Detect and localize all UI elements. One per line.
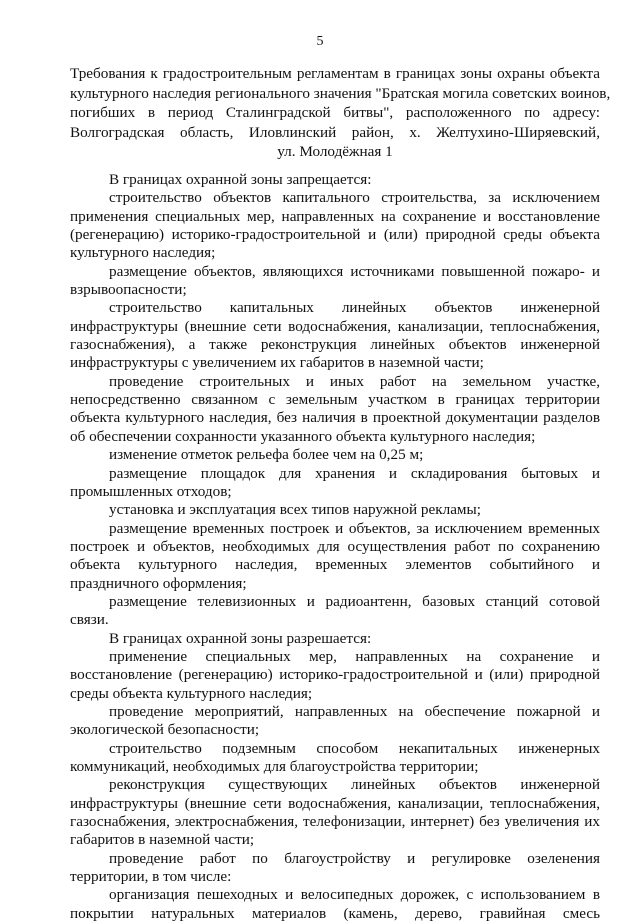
title-line: Волгоградская область, Иловлинский район, х. Желтухино-Ширяевский, <box>70 123 600 141</box>
paragraph: установка и эксплуатация всех типов наружной рекламы; <box>109 501 481 519</box>
title-line: ул. Молодёжная 1 <box>277 143 393 161</box>
page-number: 5 <box>316 34 324 49</box>
paragraph: размещение временных построек и объектов, за исключением временных построек и объектов, необходимых для осуществления работ по сохранению объекта культурного наследия, временных элементов событийного и праздничного оформления; <box>70 519 600 592</box>
title-line: погибших в период Сталинградской битвы", расположенного по адресу: <box>70 104 600 122</box>
paragraph: изменение отметок рельефа более чем на 0,25 м; <box>109 446 424 464</box>
paragraph: проведение мероприятий, направленных на обеспечение пожарной и экологической безопасности; <box>70 702 600 739</box>
paragraph-allowed-heading: В границах охранной зоны разрешается: <box>109 629 372 647</box>
paragraph: организация пешеходных и велосипедных дорожек, с использованием в покрытии натуральных материалов (камень, дерево, гравийная смесь <box>70 886 600 922</box>
paragraph: строительство капитальных линейных объектов инженерной инфраструктуры (внешние сети водоснабжения, канализации, теплоснабжения, газоснабжения), а также реконструкция линейных объектов инженерной инфраструктуры с увеличением их габаритов в наземной части; <box>70 299 600 372</box>
title-line: Требования к градостроительным регламентам в границах зоны охраны объекта <box>70 65 600 82</box>
paragraph: проведение строительных и иных работ на земельном участке, непосредственно связанном с земельным участком в границах территории объекта культурного наследия, без наличия в проектной документации разделов об обеспечении сохранности указанного объекта культурного наследия; <box>70 372 600 445</box>
paragraph: реконструкция существующих линейных объектов инженерной инфраструктуры (внешние сети водоснабжения, канализации, теплоснабжения, газоснабжения, электроснабжения, телефонизации, интернет) без увеличения их габаритов в наземной части; <box>70 776 600 849</box>
document-body <box>70 171 600 923</box>
paragraph-prohibited-heading: В границах охранной зоны запрещается: <box>109 171 372 188</box>
paragraph: размещение телевизионных и радиоантенн, базовых станций сотовой связи. <box>70 592 600 629</box>
paragraph: строительство объектов капитального строительства, за исключением применения специальных мер, направленных на сохранение и восстановление (регенерацию) историко-градостроительной и (или) природной среды объекта культурного наследия; <box>70 189 600 262</box>
paragraph: применение специальных мер, направленных на сохранение и восстановление (регенерацию) историко-градостроительной и (или) природной среды объекта культурного наследия; <box>70 647 600 702</box>
paragraph: размещение объектов, являющихся источниками повышенной пожаро- и взрывоопасности; <box>70 262 600 299</box>
section-title <box>70 64 611 162</box>
paragraph: строительство подземным способом некапитальных инженерных коммуникаций, необходимых для благоустройства территории; <box>70 739 600 775</box>
title-line: культурного наследия регионального значения "Братская могила советских воинов, <box>70 84 611 102</box>
paragraph: размещение площадок для хранения и складирования бытовых и промышленных отходов; <box>70 464 600 500</box>
paragraph: проведение работ по благоустройству и регулировке озеленения территории, в том числе: <box>70 849 600 886</box>
